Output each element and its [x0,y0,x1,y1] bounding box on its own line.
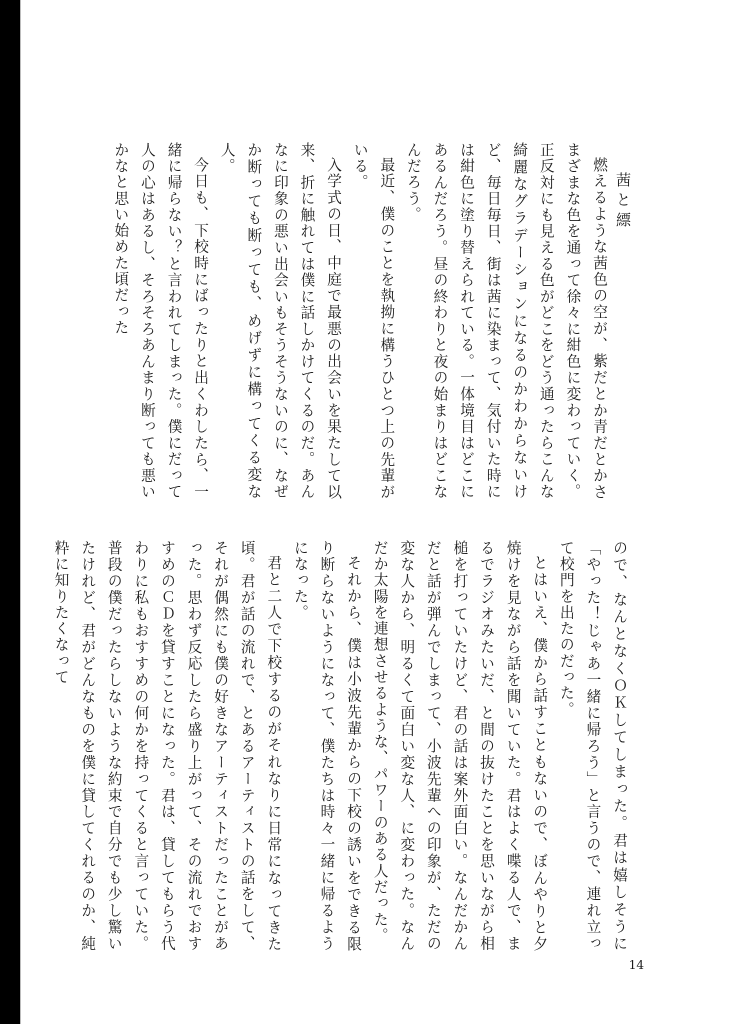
paragraph: とはいえ、僕から話すこともないので、ぼんやりと夕焼けを見ながら話を聞いていた。君はよく喋る人で、まるでラジオみたいだ、と間の抜けたことを思いながら相槌を打っていたけど、君の話は案外面白い。なんだかんだと話が弾んでしまって、小波先輩への印象が、ただの変な人から、明るくて面白い変な人、に変わった。なんだか太陽を連想させるような、パワーのある人だった。 [371,540,549,952]
paragraph: 入学式の日、中庭で最悪の出会いを果たして以来、折に触れては僕に話しかけてくるのだ。あんなに印象の悪い出会いもそうそうないのに、なぜか断っても断っても、めげずに構ってくる変な人。 [218,142,343,500]
page-number: 14 [628,958,644,972]
paragraph: ので、なんとなくＯＫしてしまった。君は嬉しそうに「やった！じゃあ一緒に帰ろう」と言うので、連れ立って校門を出たのだった。 [557,540,628,952]
paragraph: 今日も、下校時にばったりと出くわしたら、一緒に帰らない？と言われてしまった。僕にだって人の心はあるし、そろそろあんまり断っても悪いかなと思い始めた頃だった [112,142,210,500]
paragraph: 燃えるような茜色の空が、紫だとか青だとかさまざまな色を通って徐々に紺色に変わっていく。正反対にも見える色がどこをどう通ったらこんな綺麗なグラデーションになるのかわからないけど、毎日毎日、街は茜に染まって、気付いた時には紺色に塗り替えられている。一体境目はどこにあるんだろう。昼の終わりと夜の始まりはどこなんだろう。 [404,142,608,500]
lower-text-block [47,540,632,952]
paragraph: それから、僕は小波先輩からの下校の誘いをできる限り断らないようになって、僕たちは時々一緒に帰るようになった。 [291,540,363,952]
paragraph: 最近、僕のことを執拗に構うひとつ上の先輩がいる。 [351,142,396,500]
document-page [21,0,742,1024]
left-border [0,0,20,1024]
upper-text-block [107,142,612,500]
paragraph: 君と二人で下校するのがそれなりに日常になってきた頃。君が話の流れで、とあるアーティストの話をして、それが偶然にも僕の好きなアーティストだったことがあった。思わず反応したら盛り上がって、その流れでおすすめのＣＤを貸すことになった。君は、貸してもらう代わりに私もおすすめの何かを持ってくると言っていた。普段の僕だったらしないような約束で自分でも少し驚いたけれど、君がどんなものを僕に貸してくれるのか、純粋に知りたくなって [52,540,283,952]
story-title: 茜と縹 [614,172,632,232]
